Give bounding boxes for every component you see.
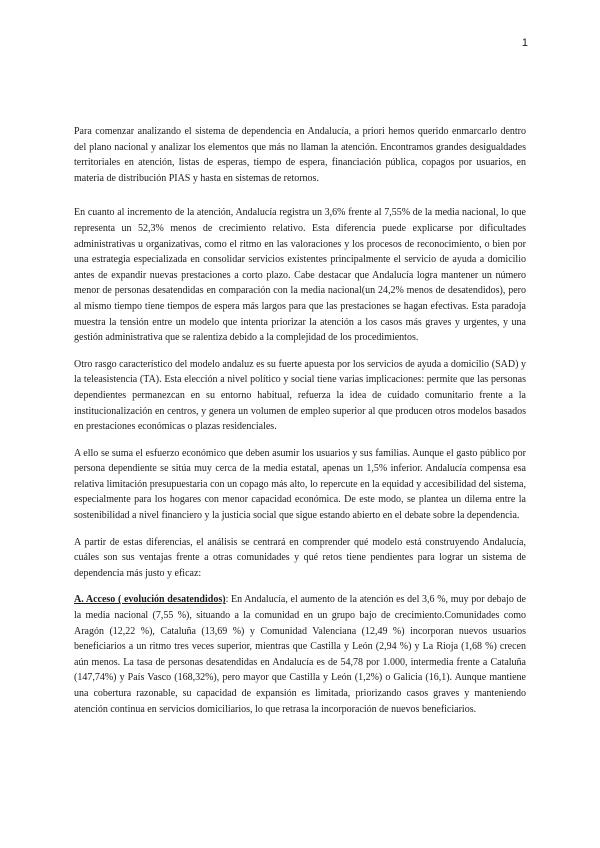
paragraph-intro: Para comenzar analizando el sistema de dependencia en Andalucía, a priori hemos querido enmarcarlo dentro del plano nacional y analizar los elementos que más no llaman la atención. Encontramos grandes desigualdades territoriales en atención, listas de esperas, tiempo de espera, financiación pública, copagos por usuarios, en materia de distribución PIAS y hasta en sistemas de retornos. [74, 126, 526, 184]
paragraph-home-services: Otro rasgo característico del modelo andaluz es su fuerte apuesta por los servicios de ayuda a domicilio (SAD) y la teleasistencia (TA). Esta elección a nivel político y social tiene varias implicaciones: permite que las personas dependientes permanezcan en su entorno habitual, refuerza la idea de cuidado comunitario frente a la institucionalización en centros, y genera un volumen de empleo superior al que producen otros modelos basados en prestaciones económicas o plazas residenciales. [74, 358, 526, 433]
section-a-heading: A. Acceso ( evolución desatendidos) [74, 594, 226, 606]
paragraph-analysis-scope: A partir de estas diferencias, el análisis se centrará en comprender qué modelo está construyendo Andalucía, cuáles son sus ventajas frente a otras comunidades y qué retos tiene pendientes para lograr un sistema de dependencia más justo y eficaz: [74, 536, 526, 579]
paragraph-attention-growth: En cuanto al incremento de la atención, Andalucía registra un 3,6% frente al 7,55% de la media nacional, lo que representa un 52,3% menos de crecimiento relativo. Esta diferencia puede explicarse por dificultades administrativas u organizativas, como el ritmo en las valoraciones y los procesos de reconocimiento, o bien por una estrategia especializada en consolidar servicios existentes principalmente el servicio de ayuda a domicilio antes de expandir nuevas prestaciones a corto plazo. Cabe destacar que Andalucía logra mantener un número menor de personas desatendidas en comparación con la media nacional(un 24,2% menos de desatendidos), pero al mismo tiempo tiene tiempos de espera más largos para que las prestaciones se hagan efectivas. Esta paradoja muestra la tensión entre un modelo que intenta priorizar la atención a los casos más graves y urgentes, y una gestión administrativa que se ralentiza debido a la complejidad de los procedimientos. [74, 207, 526, 344]
section-a-text: : En Andalucía, el aumento de la atención es del 3,6 %, muy por debajo de la media nacional (7,55 %), situando a la comunidad en un grupo bajo de crecimiento.Comunidades como Aragón (12,22 %), Cataluña (13,69 %) y Comunidad Valenciana (12,49 %) incorporan nuevos usuarios beneficiarios a un ritmo tres veces superior, mientras que Castilla y León (2,94 %) y La Rioja (1,68 %) crecen aún menos. La tasa de personas desatendidas en Andalucía es de 54,78 por 1.000, intermedia frente a Cataluña (147,74%) y País Vasco (168,32%), pero mayor que Castilla y León (1,2%) o Galicia (16,1). Aunque mantiene una cobertura razonable, su capacidad de expansión es limitada, priorizando casos graves y manteniendo atención continua en servicios domiciliarios, lo que retrasa la incorporación de nuevos beneficiarios. [74, 594, 526, 715]
paragraph-economic-effort: A ello se suma el esfuerzo económico que deben asumir los usuarios y sus familias. Aunque el gasto público por persona dependiente se sitúa muy cerca de la media estatal, apenas un 1,5% inferior. Andalucía compensa esa relativa limitación presupuestaria con un copago más alto, lo repercute en la equidad y accesibilidad del sistema, especialmente para los hogares con menor capacidad económica. De este modo, se plantea un dilema entre la sostenibilidad a nivel financiero y la justicia social que sigue estando abierto en el debate sobre la dependencia. [74, 447, 526, 522]
paragraph-section-a [74, 592, 526, 717]
document-body [74, 124, 526, 728]
page-number: 1 [521, 37, 528, 49]
